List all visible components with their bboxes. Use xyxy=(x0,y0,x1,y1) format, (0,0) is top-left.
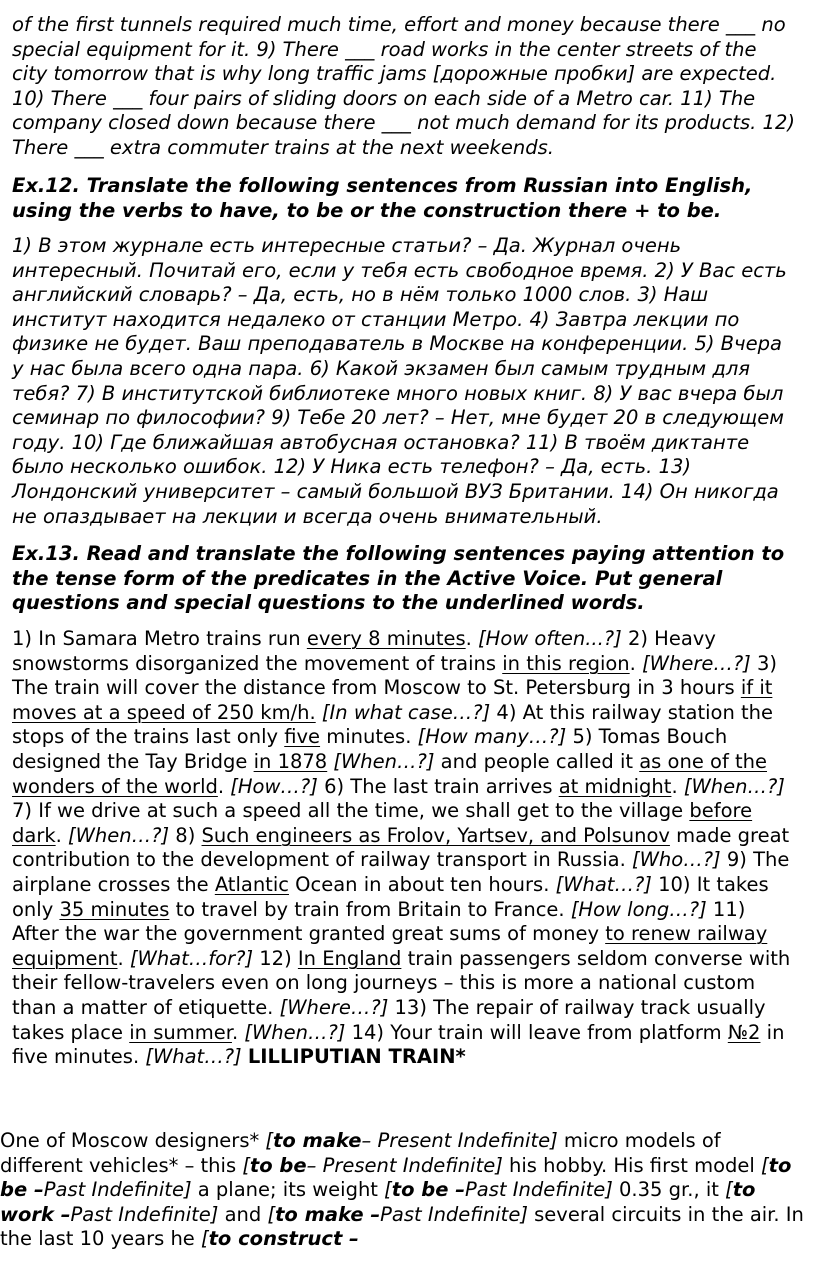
question-hint: [When…?] xyxy=(333,749,435,773)
exercise-12-heading: Ex.12. Translate the following sentences from Russian into English, using the verbs to have, to be or the construction there + to be. xyxy=(12,174,753,222)
text-run: made great contribution to the development of railway transport in Russia. xyxy=(12,823,790,872)
text-run: 14) Your train will leave from platform xyxy=(345,1020,728,1044)
underlined-answer: five xyxy=(284,725,321,749)
underlined-answer: to renew railway equipment xyxy=(12,922,768,970)
text-run: . xyxy=(217,774,231,798)
question-hint: [ xyxy=(267,1202,276,1226)
text-run: 1) In Samara Metro trains run xyxy=(12,627,307,650)
text-run: 7) If we drive at such a speed all the time, we shall get to the village xyxy=(12,799,690,823)
underlined-answer: №2 xyxy=(727,1020,761,1044)
question-hint: [Who…?] xyxy=(632,848,721,872)
text-run: . xyxy=(55,823,69,847)
question-hint: [What…?] xyxy=(145,1045,242,1069)
exercise-11-continuation: of the first tunnels required much time, effort and money because there ___ no special equipment for it. 9) There ___ road works in the center streets of the city tomorrow that is why long traffic jams [дорожные пробки] are expected. 10) There ___ four pairs of sliding doors on each side of a Metro car. 11) The company closed down because there ___ not much demand for its products. 12) There ___ extra commuter trains at the next weekends. xyxy=(12,13,795,159)
text-run: several circuits in the air. In the last 10 years he xyxy=(0,1202,804,1251)
text-run: 3) The train will cover the distance from Moscow to St. Petersburg in 3 hours xyxy=(12,651,778,700)
question-hint: [When…?] xyxy=(683,774,785,798)
underlined-answer: In England xyxy=(297,946,402,970)
question-hint: [How long…?] xyxy=(570,897,707,921)
exercise-13-sentences xyxy=(12,627,798,1070)
exercise-12-sentences: 1) В этом журнале есть интересные статьи? – Да. Журнал очень интересный. Почитай его, если у тебя есть свободное время. 2) У Вас есть английский словарь? – Да, есть, но в нём только 1000 слов. 3) Наш институт находится недалеко от станции Метро. 4) Завтра лекции по физике не будет. Ваш преподаватель в Москве на конференции. 5) Вчера у нас была всего одна пара. 6) Какой экзамен был самым трудным для тебя? 7) В институтской библиотеке много новых книг. 8) У вас вчера был семинар по философии? 9) Тебе 20 лет? – Нет, мне будет 20 в следующем году. 10) Где ближайшая автобусная остановка? 11) В твоём диктанте было несколько ошибок. 12) У Ника есть телефон? – Да, есть. 13) Лондонский университет – самый большой ВУЗ Британии. 14) Он никогда не опаздывает на лекции и всегда очень внимательный. xyxy=(12,234,787,528)
question-hint: Past Indefinite] xyxy=(43,1178,192,1202)
underlined-answer: in this region xyxy=(502,651,630,675)
text-run: in five minutes. xyxy=(12,1020,785,1069)
question-hint: [ xyxy=(201,1227,209,1251)
text-run: 8) xyxy=(169,823,202,847)
verb-hint: to construct – xyxy=(208,1227,359,1251)
underlined-answer: Atlantic xyxy=(214,872,289,896)
question-hint: [ xyxy=(265,1129,274,1152)
text-run: One of Moscow designers* xyxy=(0,1129,266,1152)
question-hint: [How often...?] xyxy=(478,627,622,650)
underlined-answer: Such engineers as Frolov, Yartsev, and Polsunov xyxy=(201,823,670,847)
text-run: . xyxy=(465,627,479,650)
text-run: 6) The last train arrives xyxy=(317,774,559,798)
text-run: 2) Heavy snowstorms disorganized the movement of trains xyxy=(12,627,716,675)
lilliputian-train-text xyxy=(0,1129,806,1252)
text-run: train passengers seldom converse with their fellow-travelers even on long journeys – this is more a national custom than a matter of etiquette. xyxy=(12,946,791,1019)
question-hint: [ xyxy=(384,1178,392,1202)
text-run: 9) The airplane crosses the xyxy=(12,848,790,896)
question-hint: [What…for?] xyxy=(129,946,254,970)
underlined-answer: before dark xyxy=(12,799,753,847)
question-hint: – Present Indefinite] xyxy=(361,1129,558,1152)
text-title: LILLIPUTIAN TRAIN* xyxy=(247,1045,466,1069)
question-hint: – Present Indefinite] xyxy=(306,1153,503,1177)
verb-hint: to work – xyxy=(0,1178,756,1226)
underlined-answer: every 8 minutes xyxy=(306,627,466,650)
text-run: his hobby. His first model xyxy=(502,1153,762,1177)
text-run: and xyxy=(218,1202,268,1226)
question-hint: Past Indefinite] xyxy=(380,1202,528,1226)
question-hint: [What…?] xyxy=(555,872,652,896)
text-run: Ocean in about ten hours. xyxy=(288,872,556,896)
question-hint: [When…?] xyxy=(68,823,170,847)
verb-hint: to be – xyxy=(0,1153,792,1202)
question-hint: [Where…?] xyxy=(279,995,389,1019)
question-hint: Past Indefinite] xyxy=(465,1178,613,1202)
text-run: 11) After the war the government granted great sums of money xyxy=(12,897,746,946)
verb-hint: to make – xyxy=(275,1202,381,1226)
text-run: a plane; its weight xyxy=(191,1178,385,1202)
text-run: to travel by train from Britain to France. xyxy=(169,897,571,921)
text-run: 5) Tomas Bouch designed the Tay Bridge xyxy=(12,725,728,773)
underlined-answer: as one of the wonders of the world xyxy=(12,749,768,798)
text-run: 10) It takes only xyxy=(12,872,769,921)
text-run: minutes. xyxy=(320,725,418,749)
text-run: 4) At this railway station the stops of the trains last only xyxy=(12,700,773,749)
underlined-answer: 35 minutes xyxy=(59,897,170,921)
question-hint: [ xyxy=(242,1153,250,1177)
question-hint: [ xyxy=(761,1153,769,1177)
underlined-answer: in summer xyxy=(129,1020,232,1044)
question-hint: [ xyxy=(725,1178,733,1202)
text-run: 12) xyxy=(253,946,298,970)
exercise-13-heading: Ex.13. Read and translate the following sentences paying attention to the tense form of the predicates in the Active Voice. Put general questions and special questions to the underlined words. xyxy=(12,542,785,615)
text-run: . xyxy=(671,774,684,798)
underlined-answer: if it moves at a speed of 250 km/h. xyxy=(12,676,773,724)
verb-hint: to be – xyxy=(391,1178,465,1202)
question-hint: [Where…?] xyxy=(642,651,751,675)
text-run: . xyxy=(629,651,643,675)
question-hint: [In what case…?] xyxy=(321,700,491,724)
text-run: and people called it xyxy=(434,749,640,773)
underlined-answer: at midnight xyxy=(558,774,672,798)
question-hint: [How many…?] xyxy=(417,725,567,749)
text-run: . xyxy=(231,1020,245,1044)
question-hint: [When…?] xyxy=(244,1020,346,1044)
underlined-answer: in 1878 xyxy=(253,749,328,773)
text-run: 13) The repair of railway track usually takes place xyxy=(12,995,766,1044)
text-run: micro models of different vehicles* – this xyxy=(0,1129,721,1177)
question-hint: [How…?] xyxy=(230,774,318,798)
question-hint: Past Indefinite] xyxy=(70,1202,219,1226)
text-run: . xyxy=(117,946,130,970)
text-run: 0.35 gr., it xyxy=(612,1178,726,1202)
verb-hint: to make xyxy=(273,1129,362,1152)
verb-hint: to be xyxy=(249,1153,307,1177)
